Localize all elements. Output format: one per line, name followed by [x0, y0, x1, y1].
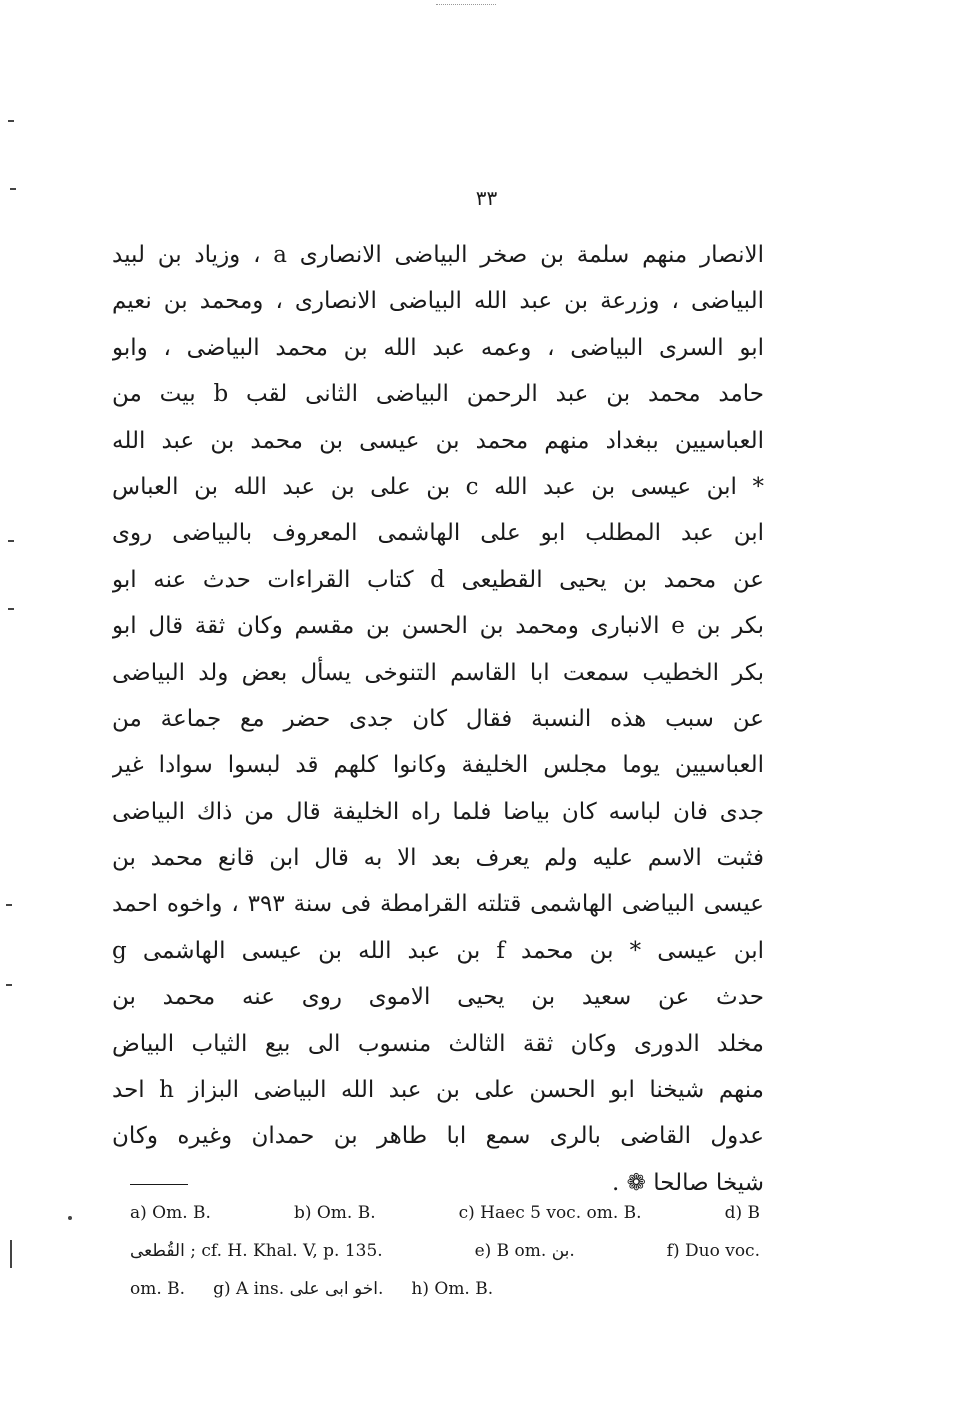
body-line: الانصار منهم سلمة بن صخر البياضى الانصارى a ، وزياد بن لبيد: [112, 242, 764, 268]
body-line: شيخا صالحا ❁ .: [612, 1169, 764, 1196]
footnote: g) A ins. اخو ابى على.: [213, 1279, 384, 1299]
footnote: c) Haec 5 voc. om. B.: [458, 1203, 642, 1223]
body-line: منهم شيخنا ابو الحسن على بن عبد الله البياضى البزاز h احد: [112, 1077, 764, 1104]
footnotes: [130, 1194, 760, 1308]
margin-mark: [6, 984, 12, 986]
body-line: فثبت الاسم عليه ولم يعرف بعد الا به قال ابن قانع محمد بن: [112, 845, 764, 872]
page-number: ٣٣: [475, 186, 498, 210]
body-line: العباسيين ببغداد منهم محمد بن عيسى بن محمد بن عبد الله: [112, 427, 764, 454]
margin-mark: [8, 608, 14, 610]
footnote-line: [130, 1194, 760, 1232]
margin-mark: [10, 1240, 12, 1268]
margin-mark: [8, 540, 14, 542]
body-line: عدول القاضى بالرى سمع ابا طاهر بن حمدان وغيره وكان: [112, 1123, 764, 1150]
body-line: ابن عيسى * بن محمد f بن عبد الله بن عيسى الهاشمى g: [112, 937, 764, 964]
footnote: e) B om. بن.: [474, 1241, 575, 1261]
body-line: حامد محمد بن عبد الرحمن البياضى الثانى لقب b بيت من: [112, 381, 764, 408]
body-line: عن سبب هذه النسبة فقال كان جدى حضر مع جماعة من: [112, 705, 764, 732]
footnote-line: [130, 1270, 760, 1308]
footnote: f) Duo voc.: [666, 1241, 760, 1261]
footnote-line: [130, 1232, 760, 1270]
footnote: القُطعى ; cf. H. Khal. V, p. 135.: [130, 1241, 383, 1261]
margin-mark: [6, 904, 12, 906]
body-line: حدث عن سعيد بن يحيى الاموى روى عنه محمد بن: [112, 984, 764, 1011]
body-line: عن محمد بن يحيى القطيعى d كتاب القراءات حدث عنه ابو: [112, 566, 764, 593]
footnote-divider: [130, 1184, 188, 1185]
body-line: بكر الخطيب سمعت ابا القاسم التنوخى يسأل بعض ولد البياضى: [112, 659, 764, 686]
margin-mark: [68, 1216, 72, 1220]
footnote: b) Om. B.: [293, 1203, 376, 1223]
top-edge-mark: [436, 4, 496, 6]
main-text-block: [112, 232, 764, 1206]
body-line: جدى فان لباسه كان بياضا فلما راه الخليفة قال من ذاك البياضى: [112, 798, 764, 825]
footnote: om. B.: [130, 1279, 186, 1299]
footnote: h) Om. B.: [411, 1279, 494, 1299]
footnote: d) B: [724, 1203, 760, 1223]
margin-mark: [8, 120, 14, 122]
body-line: مخلد الدورى وكان ثقة الثالث منسوب الى بيع الثياب البياض: [112, 1030, 764, 1057]
body-line: عيسى البياضى الهاشمى قتلته القرامطة فى سنة ٣٩٣ ، واخوه احمد: [112, 891, 764, 918]
body-line: ابن عبد المطلب ابو على الهاشمى المعروف بالبياضى روى: [112, 520, 764, 547]
body-line: البياضى ، وزرعة بن عبد الله البياضى الانصارى ، ومحمد بن نعيم: [112, 288, 764, 315]
body-line: ابو السرى البياضى ، وعمه عبد الله بن محمد البياضى ، وابو: [112, 334, 764, 361]
body-line: العباسيين يوما مجلس الخليفة وكانوا كلهم قد لبسوا سوادا غير: [112, 752, 764, 779]
footnote: a) Om. B.: [130, 1203, 211, 1223]
body-line: بكر بن e الانبارى ومحمد بن الحسن بن مقسم وكان ثقة قال ابو: [112, 613, 764, 640]
body-line: * ابن عيسى بن عبد الله c بن على بن عبد الله بن العباس: [112, 473, 764, 500]
